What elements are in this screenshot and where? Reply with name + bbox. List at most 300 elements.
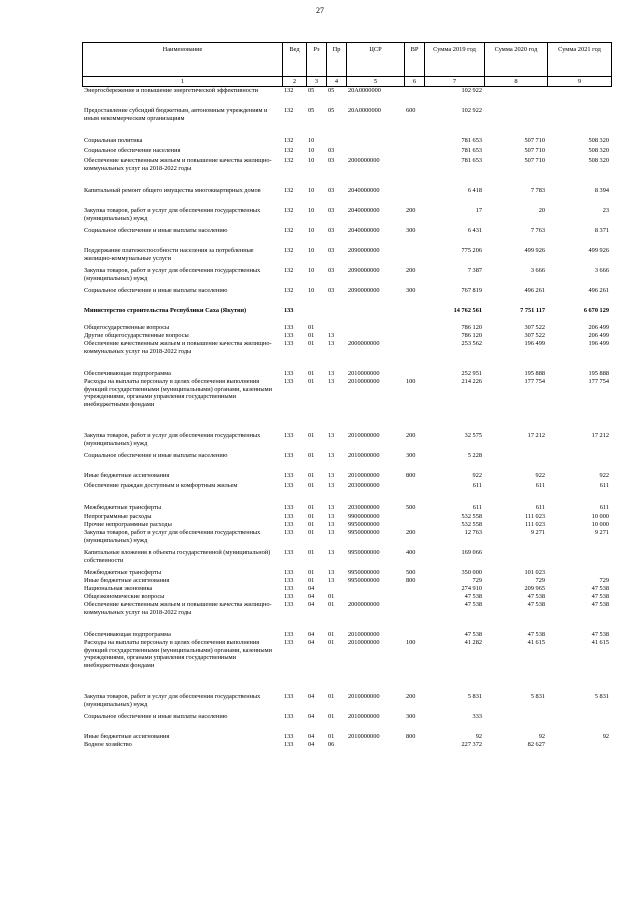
cell-sum-2020: 611 xyxy=(535,482,545,489)
cell-sum-2019: 32 575 xyxy=(464,432,482,439)
cell-sum-2021 xyxy=(547,741,611,749)
cell-csr xyxy=(346,145,404,155)
cell-ved: 133 xyxy=(284,370,294,377)
cell-csr: 2010000000 xyxy=(348,639,380,646)
cell-rz: 01 xyxy=(308,513,315,520)
cell-sum-2021 xyxy=(547,103,611,123)
cell-csr: 9950000000 xyxy=(348,577,380,584)
cell-rz: 01 xyxy=(308,504,315,511)
cell-name: Расходы на выплаты персоналу в целях обеспечения выполнения функций государственными (муниципальными) органами, казенными учреждениями, органами управления государственными внебюджетными фондами xyxy=(84,378,272,408)
cell-name: Обеспечение качественным жильем и повышение качества жилищно-коммунальных услуг на 2018-2022 годы xyxy=(84,340,272,355)
table-row xyxy=(82,679,611,709)
cell-pr: 13 xyxy=(328,504,335,511)
cell-vr: 800 xyxy=(406,577,416,584)
cell-name: Социальное обеспечение и иные выплаты населению xyxy=(84,287,228,294)
cell-pr: 13 xyxy=(328,577,335,584)
table-body xyxy=(82,87,611,749)
cell-sum-2020: 47 538 xyxy=(527,631,545,638)
cell-rz: 01 xyxy=(308,340,315,347)
cell-sum-2021: 499 926 xyxy=(588,247,609,254)
table-header xyxy=(82,42,612,87)
cell-sum-2020 xyxy=(484,87,547,103)
cell-sum-2020: 111 023 xyxy=(525,521,545,528)
cell-name: Иные бюджетные ассигнования xyxy=(84,577,170,584)
table-row xyxy=(82,283,611,295)
cell-sum-2021: 9 271 xyxy=(594,529,609,536)
cell-pr xyxy=(326,585,346,593)
cell-ved: 133 xyxy=(284,307,294,314)
cell-sum-2019: 47 538 xyxy=(464,631,482,638)
cell-csr: 9950000000 xyxy=(348,521,380,528)
cell-pr: 03 xyxy=(328,147,335,154)
cell-sum-2019: 532 558 xyxy=(461,521,482,528)
cell-vr xyxy=(404,323,424,332)
header-pr: Пр xyxy=(327,43,347,77)
header-num-1: 1 xyxy=(83,77,283,87)
cell-pr: 13 xyxy=(328,482,335,489)
cell-pr xyxy=(326,323,346,332)
table-row xyxy=(82,448,611,460)
cell-sum-2021: 47 538 xyxy=(591,601,609,608)
table-row xyxy=(82,235,611,263)
cell-pr: 13 xyxy=(328,529,335,536)
cell-vr xyxy=(404,87,424,103)
table-row xyxy=(82,639,611,679)
cell-csr: 2090000000 xyxy=(348,287,380,294)
cell-pr: 05 xyxy=(328,107,335,114)
cell-sum-2019: 41 282 xyxy=(464,639,482,646)
table-row xyxy=(82,512,611,521)
cell-rz: 01 xyxy=(308,577,315,584)
cell-csr: 2010000000 xyxy=(348,472,380,479)
cell-ved: 133 xyxy=(284,639,294,646)
cell-ved: 133 xyxy=(284,452,294,459)
cell-pr: 01 xyxy=(328,693,335,700)
cell-sum-2019: 252 951 xyxy=(461,370,482,377)
header-num-5: 5 xyxy=(347,77,405,87)
cell-ved: 132 xyxy=(284,107,294,114)
cell-pr: 13 xyxy=(328,332,335,339)
cell-name: Социальное обеспечение и иные выплаты населению xyxy=(84,227,228,234)
cell-sum-2021: 8 394 xyxy=(594,187,609,194)
cell-name: Общеэкономические вопросы xyxy=(84,593,165,600)
cell-ved: 133 xyxy=(284,549,294,556)
cell-sum-2021: 17 212 xyxy=(591,432,609,439)
cell-sum-2019: 6 418 xyxy=(467,187,482,194)
cell-pr: 01 xyxy=(328,713,335,720)
table-row xyxy=(82,323,611,332)
cell-csr: 9950000000 xyxy=(348,529,380,536)
cell-vr: 600 xyxy=(406,107,416,114)
cell-csr: 2000000000 xyxy=(348,157,380,164)
cell-vr: 500 xyxy=(406,504,416,511)
cell-sum-2019: 7 387 xyxy=(467,267,482,274)
cell-vr xyxy=(404,625,424,639)
cell-ved: 132 xyxy=(284,227,294,234)
cell-csr: 20А0000000 xyxy=(348,87,381,94)
cell-sum-2019: 6 431 xyxy=(467,227,482,234)
cell-sum-2020: 922 xyxy=(535,472,545,479)
header-rz: Рз xyxy=(307,43,327,77)
cell-sum-2019: 102 922 xyxy=(461,107,482,114)
cell-csr xyxy=(346,585,404,593)
cell-sum-2021: 177 754 xyxy=(588,378,609,385)
table-row xyxy=(82,709,611,721)
cell-csr: 2030000000 xyxy=(348,482,380,489)
cell-vr: 100 xyxy=(406,378,416,385)
cell-sum-2019: 611 xyxy=(472,504,482,511)
cell-sum-2021: 195 888 xyxy=(588,370,609,377)
cell-name: Капитальные вложения в объекты государственной (муниципальной) собственности xyxy=(84,549,271,564)
cell-csr: 2090000000 xyxy=(348,267,380,274)
cell-csr xyxy=(346,332,404,340)
cell-sum-2021: 47 538 xyxy=(591,593,609,600)
cell-vr xyxy=(404,123,424,145)
cell-csr: 2010000000 xyxy=(348,370,380,377)
table-row xyxy=(82,418,611,448)
cell-sum-2021: 23 xyxy=(602,207,609,214)
header-num-3: 3 xyxy=(307,77,327,87)
cell-rz: 01 xyxy=(308,324,315,331)
table-row xyxy=(82,593,611,601)
cell-csr xyxy=(346,295,404,323)
cell-sum-2019: 767 819 xyxy=(461,287,482,294)
cell-rz: 04 xyxy=(308,593,315,600)
cell-rz: 10 xyxy=(308,267,315,274)
cell-sum-2021: 47 538 xyxy=(591,631,609,638)
table-row xyxy=(82,521,611,529)
cell-ved: 133 xyxy=(284,693,294,700)
cell-sum-2019: 781 653 xyxy=(461,137,482,144)
cell-csr: 2040000000 xyxy=(348,187,380,194)
cell-sum-2019: 169 066 xyxy=(461,549,482,556)
cell-pr: 03 xyxy=(328,207,335,214)
cell-sum-2021: 92 xyxy=(602,733,609,740)
cell-vr xyxy=(404,332,424,340)
cell-sum-2020: 111 023 xyxy=(525,513,545,520)
table-row xyxy=(82,87,611,103)
header-num-6: 6 xyxy=(405,77,425,87)
table-row xyxy=(82,295,611,323)
page-number: 27 xyxy=(316,6,324,15)
cell-sum-2021: 496 261 xyxy=(588,287,609,294)
cell-ved: 133 xyxy=(284,577,294,584)
cell-name: Закупка товаров, работ и услуг для обеспечения государственных (муниципальных) нужд xyxy=(84,693,261,708)
cell-rz: 10 xyxy=(308,207,315,214)
table-row xyxy=(82,155,611,181)
cell-vr: 300 xyxy=(406,713,416,720)
cell-sum-2019: 274 910 xyxy=(461,585,482,592)
cell-sum-2021 xyxy=(547,709,611,721)
cell-ved: 132 xyxy=(284,137,294,144)
cell-csr xyxy=(346,741,404,749)
table-row xyxy=(82,601,611,625)
cell-vr xyxy=(404,295,424,323)
cell-ved: 133 xyxy=(284,569,294,576)
cell-sum-2021: 508 320 xyxy=(588,147,609,154)
cell-rz: 04 xyxy=(308,733,315,740)
cell-vr xyxy=(404,512,424,521)
cell-vr xyxy=(404,155,424,181)
cell-sum-2020: 195 888 xyxy=(524,370,545,377)
cell-sum-2019: 214 226 xyxy=(461,378,482,385)
cell-ved: 133 xyxy=(284,432,294,439)
cell-vr xyxy=(404,340,424,364)
cell-name: Обеспечивающая подпрограмма xyxy=(84,631,171,638)
cell-ved: 132 xyxy=(284,287,294,294)
cell-name: Национальная экономика xyxy=(84,585,153,592)
cell-vr: 200 xyxy=(406,267,416,274)
cell-sum-2020: 729 xyxy=(535,577,545,584)
cell-ved: 133 xyxy=(284,472,294,479)
cell-sum-2021 xyxy=(547,87,611,103)
cell-pr: 05 xyxy=(328,87,335,94)
cell-csr: 2010000000 xyxy=(348,693,380,700)
cell-vr: 200 xyxy=(406,529,416,536)
cell-sum-2020: 47 538 xyxy=(527,593,545,600)
header-ved: Вед xyxy=(283,43,307,77)
table-row xyxy=(82,565,611,577)
cell-name: Обеспечение качественным жильем и повышение качества жилищно-коммунальных услуг на 2018-2022 годы xyxy=(84,157,272,172)
cell-rz: 01 xyxy=(308,378,315,385)
cell-pr: 01 xyxy=(328,593,335,600)
cell-sum-2019: 611 xyxy=(472,482,482,489)
table-row xyxy=(82,103,611,123)
cell-rz: 05 xyxy=(308,107,315,114)
cell-csr: 2010000000 xyxy=(348,378,380,385)
cell-rz: 01 xyxy=(308,549,315,556)
cell-csr: 20А0000000 xyxy=(348,107,381,114)
cell-sum-2019: 5 228 xyxy=(467,452,482,459)
cell-name: Непрограммные расходы xyxy=(84,513,152,520)
cell-csr: 2000000000 xyxy=(348,601,380,608)
cell-sum-2019: 12 763 xyxy=(464,529,482,536)
cell-sum-2020: 196 499 xyxy=(524,340,545,347)
cell-sum-2020: 9 271 xyxy=(530,529,545,536)
cell-pr: 13 xyxy=(328,513,335,520)
header-sum-2020: Сумма 2020 год xyxy=(485,43,548,77)
table-row xyxy=(82,340,611,364)
cell-vr xyxy=(404,235,424,263)
cell-sum-2021: 6 670 129 xyxy=(583,307,609,314)
cell-sum-2020: 92 xyxy=(538,733,545,740)
cell-sum-2019: 47 538 xyxy=(464,601,482,608)
cell-csr xyxy=(346,593,404,601)
cell-vr: 200 xyxy=(406,207,416,214)
cell-rz: 04 xyxy=(308,601,315,608)
cell-vr xyxy=(404,480,424,498)
cell-sum-2019: 92 xyxy=(475,733,482,740)
cell-csr: 2010000000 xyxy=(348,733,380,740)
cell-sum-2021: 10 000 xyxy=(591,521,609,528)
cell-sum-2020: 496 261 xyxy=(524,287,545,294)
cell-pr: 13 xyxy=(328,521,335,528)
cell-rz: 01 xyxy=(308,569,315,576)
cell-ved: 133 xyxy=(284,585,294,592)
cell-name: Социальное обеспечение населения xyxy=(84,147,181,154)
cell-csr: 2000000000 xyxy=(348,340,380,347)
table-row xyxy=(82,378,611,418)
cell-vr: 800 xyxy=(406,472,416,479)
cell-name: Социальное обеспечение и иные выплаты населению xyxy=(84,452,228,459)
cell-sum-2020: 209 965 xyxy=(524,585,545,592)
table-row xyxy=(82,625,611,639)
cell-pr: 01 xyxy=(328,639,335,646)
cell-sum-2020: 3 666 xyxy=(530,267,545,274)
cell-csr: 2010000000 xyxy=(348,432,380,439)
cell-ved: 133 xyxy=(284,529,294,536)
cell-name: Закупка товаров, работ и услуг для обеспечения государственных (муниципальных) нужд xyxy=(84,529,261,544)
cell-sum-2020: 307 522 xyxy=(524,332,545,339)
cell-sum-2021: 508 320 xyxy=(588,137,609,144)
cell-ved: 133 xyxy=(284,378,294,385)
cell-pr: 03 xyxy=(328,267,335,274)
cell-name: Иные бюджетные ассигнования xyxy=(84,472,170,479)
cell-pr: 03 xyxy=(328,247,335,254)
cell-ved: 132 xyxy=(284,267,294,274)
cell-sum-2020: 177 754 xyxy=(524,378,545,385)
cell-sum-2021: 206 499 xyxy=(588,324,609,331)
cell-sum-2019: 17 xyxy=(475,207,482,214)
cell-csr: 9950000000 xyxy=(348,569,380,576)
cell-name: Поддержание платежеспособности населения за потребленные жилищно-коммунальные услуги xyxy=(84,247,254,262)
cell-rz: 01 xyxy=(308,521,315,528)
cell-name: Закупка товаров, работ и услуг для обеспечения государственных (муниципальных) нужд xyxy=(84,267,261,282)
cell-pr xyxy=(326,123,346,145)
cell-csr: 2010000000 xyxy=(348,452,380,459)
cell-vr: 200 xyxy=(406,693,416,700)
budget-table xyxy=(82,42,612,749)
cell-sum-2020 xyxy=(484,448,547,460)
cell-rz: 10 xyxy=(308,137,315,144)
cell-sum-2021: 729 xyxy=(599,577,609,584)
cell-ved: 133 xyxy=(284,593,294,600)
cell-sum-2021: 196 499 xyxy=(588,340,609,347)
cell-sum-2021: 206 499 xyxy=(588,332,609,339)
cell-sum-2019: 786 120 xyxy=(461,332,482,339)
cell-csr: 2030000000 xyxy=(348,504,380,511)
cell-sum-2021: 8 371 xyxy=(594,227,609,234)
cell-sum-2019: 781 653 xyxy=(461,157,482,164)
table-row xyxy=(82,223,611,235)
cell-name: Обеспечение граждан доступным и комфортным жильем xyxy=(84,482,238,489)
cell-csr: 9900000000 xyxy=(348,513,380,520)
cell-name: Обеспечение качественным жильем и повышение качества жилищно-коммунальных услуг на 2018-2022 годы xyxy=(84,601,272,616)
cell-ved: 133 xyxy=(284,741,294,748)
header-csr: ЦСР xyxy=(347,43,405,77)
cell-vr xyxy=(404,364,424,378)
table-row xyxy=(82,263,611,283)
cell-rz: 01 xyxy=(308,332,315,339)
cell-ved: 133 xyxy=(284,324,294,331)
cell-csr: 2040000000 xyxy=(348,207,380,214)
cell-sum-2019: 775 206 xyxy=(461,247,482,254)
cell-pr: 13 xyxy=(328,569,335,576)
cell-name: Энергосбережение и повышение энергетической эффективности xyxy=(84,87,258,94)
cell-sum-2021: 922 xyxy=(599,472,609,479)
cell-vr xyxy=(404,601,424,625)
cell-vr xyxy=(404,585,424,593)
cell-vr: 500 xyxy=(406,569,416,576)
cell-sum-2020: 41 615 xyxy=(527,639,545,646)
cell-ved: 132 xyxy=(284,247,294,254)
header-sum-2019: Сумма 2019 год xyxy=(425,43,485,77)
cell-sum-2020: 7 763 xyxy=(530,227,545,234)
cell-name: Другие общегосударственные вопросы xyxy=(84,332,189,339)
cell-csr: 2090000000 xyxy=(348,247,380,254)
header-num-2: 2 xyxy=(283,77,307,87)
cell-rz: 04 xyxy=(308,585,315,592)
cell-sum-2020: 7 783 xyxy=(530,187,545,194)
cell-sum-2019: 227 372 xyxy=(461,741,482,748)
cell-rz: 10 xyxy=(308,287,315,294)
cell-sum-2021 xyxy=(547,565,611,577)
cell-pr: 13 xyxy=(328,452,335,459)
cell-ved: 132 xyxy=(284,207,294,214)
cell-sum-2021 xyxy=(547,545,611,565)
cell-name: Капитальный ремонт общего имущества многоквартирных домов xyxy=(84,187,261,194)
cell-sum-2020: 5 831 xyxy=(530,693,545,700)
cell-sum-2021: 10 000 xyxy=(591,513,609,520)
cell-sum-2021 xyxy=(547,448,611,460)
cell-sum-2019: 47 538 xyxy=(464,593,482,600)
cell-sum-2019: 786 120 xyxy=(461,324,482,331)
cell-rz: 01 xyxy=(308,370,315,377)
cell-ved: 133 xyxy=(284,521,294,528)
cell-ved: 133 xyxy=(284,513,294,520)
cell-rz: 01 xyxy=(308,529,315,536)
cell-sum-2020: 47 538 xyxy=(527,601,545,608)
cell-pr xyxy=(326,295,346,323)
cell-ved: 133 xyxy=(284,733,294,740)
cell-name: Иные бюджетные ассигнования xyxy=(84,733,170,740)
cell-sum-2020: 499 926 xyxy=(524,247,545,254)
cell-csr xyxy=(346,123,404,145)
cell-sum-2021: 5 831 xyxy=(594,693,609,700)
cell-rz: 10 xyxy=(308,247,315,254)
cell-name: Прочие непрограммные расходы xyxy=(84,521,172,528)
cell-ved: 132 xyxy=(284,147,294,154)
cell-sum-2021: 611 xyxy=(599,482,609,489)
cell-ved: 132 xyxy=(284,157,294,164)
header-num-4: 4 xyxy=(327,77,347,87)
cell-csr: 9950000000 xyxy=(348,549,380,556)
cell-csr: 2010000000 xyxy=(348,713,380,720)
cell-pr: 13 xyxy=(328,378,335,385)
cell-ved: 133 xyxy=(284,713,294,720)
cell-sum-2021: 508 320 xyxy=(588,157,609,164)
header-sum-2021: Сумма 2021 год xyxy=(548,43,612,77)
cell-sum-2019: 14 762 561 xyxy=(453,307,482,314)
header-vr: ВР xyxy=(405,43,425,77)
cell-rz: 04 xyxy=(308,741,315,748)
cell-ved: 133 xyxy=(284,601,294,608)
cell-sum-2019: 102 922 xyxy=(461,87,482,94)
cell-sum-2020: 507 710 xyxy=(524,137,545,144)
cell-rz: 04 xyxy=(308,631,315,638)
cell-rz: 01 xyxy=(308,452,315,459)
table-row xyxy=(82,123,611,145)
cell-sum-2020: 507 710 xyxy=(524,157,545,164)
cell-sum-2019: 532 558 xyxy=(461,513,482,520)
cell-rz: 10 xyxy=(308,227,315,234)
cell-ved: 133 xyxy=(284,332,294,339)
cell-sum-2019: 333 xyxy=(472,713,482,720)
cell-vr: 300 xyxy=(406,227,416,234)
cell-vr: 100 xyxy=(406,639,416,646)
cell-rz: 01 xyxy=(308,482,315,489)
cell-csr: 2040000000 xyxy=(348,227,380,234)
